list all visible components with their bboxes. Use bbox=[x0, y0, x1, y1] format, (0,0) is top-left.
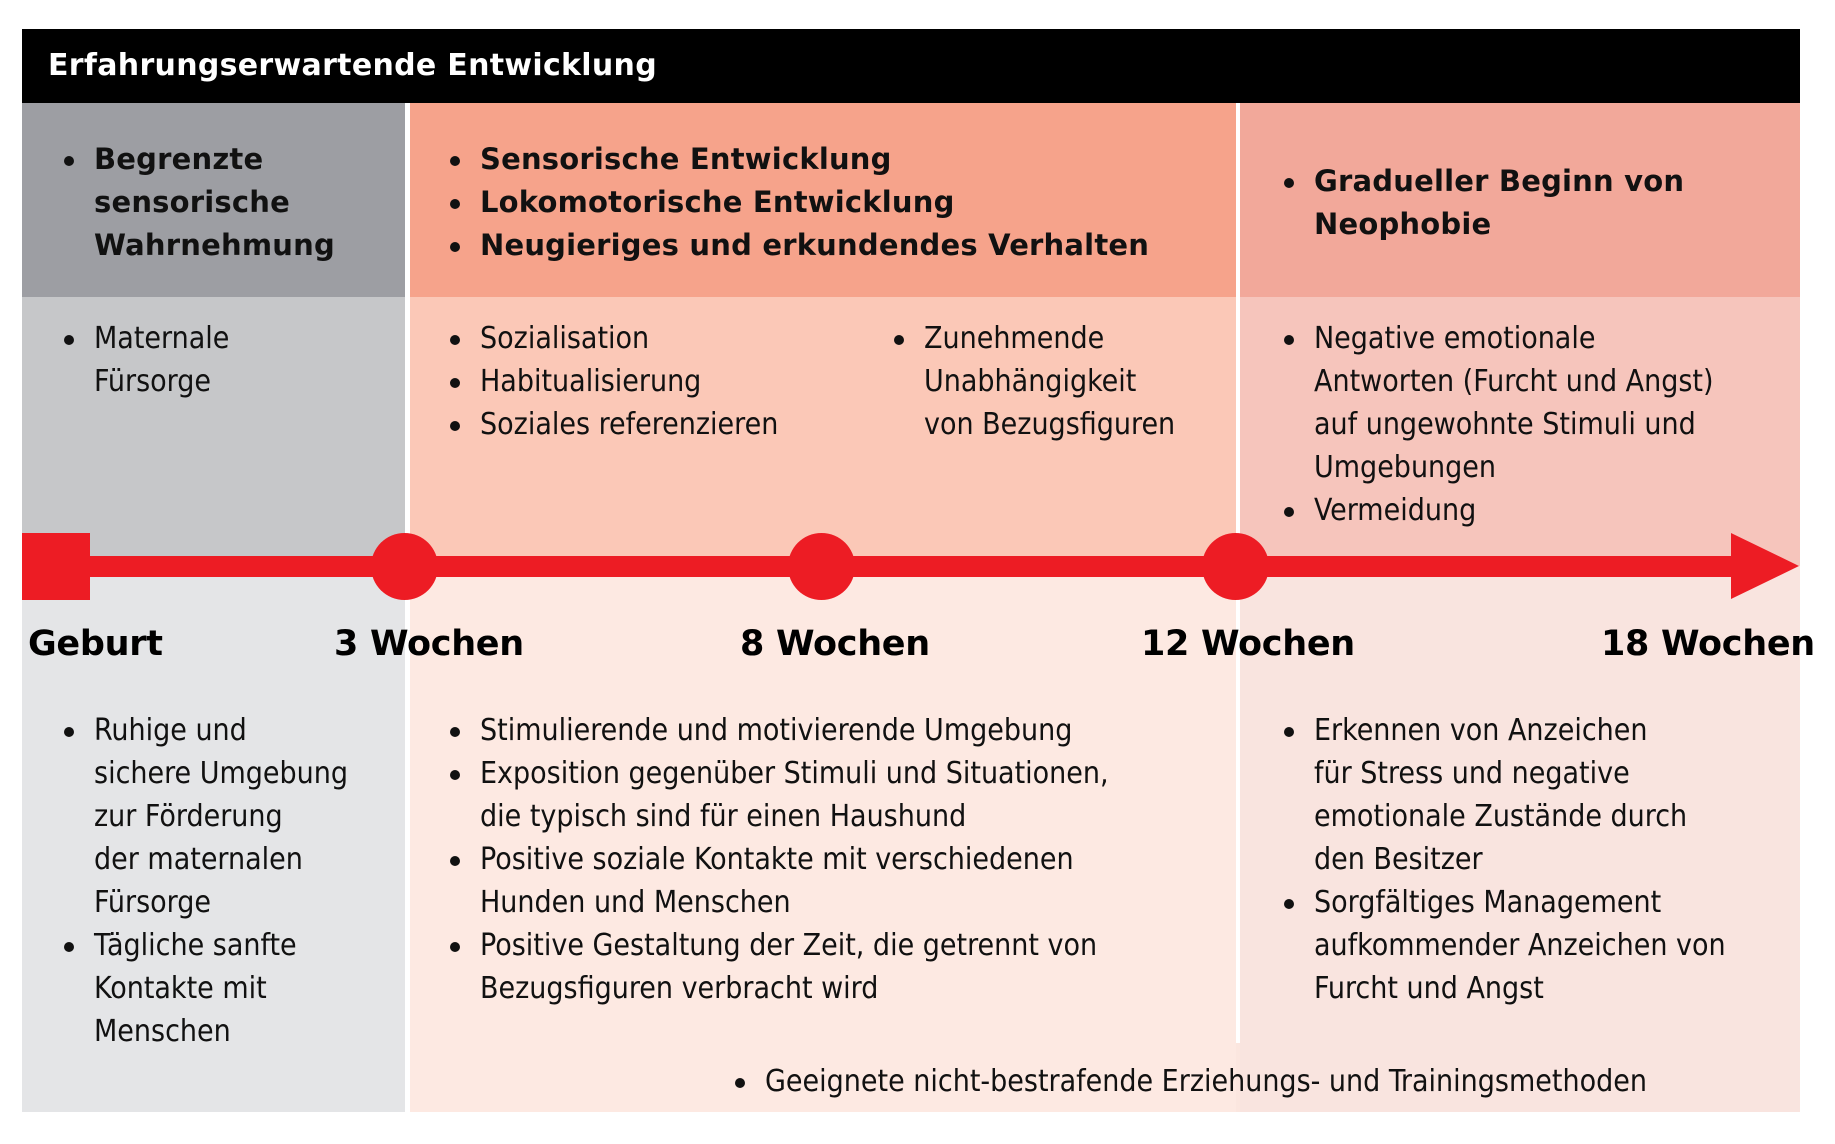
phase1-recommendation-list bbox=[60, 709, 348, 1053]
line: Kontakte mit bbox=[94, 971, 267, 1006]
phase3-recommendation-list bbox=[1280, 709, 1726, 1010]
week3-circle-marker-icon bbox=[371, 533, 438, 600]
line: Unabhängigkeit bbox=[924, 364, 1137, 399]
line: Sorgfältiges Management bbox=[1314, 885, 1662, 920]
list-item bbox=[60, 709, 348, 924]
birth-square-marker-icon bbox=[22, 533, 90, 600]
line: für Stress und negative bbox=[1314, 756, 1630, 791]
line: den Besitzer bbox=[1314, 842, 1483, 877]
line: Bezugsfiguren verbracht wird bbox=[480, 971, 879, 1006]
week8-circle-marker-icon bbox=[788, 533, 855, 600]
milestone-label-8-weeks: 8 Wochen bbox=[740, 624, 930, 664]
line: die typisch sind für einen Haushund bbox=[480, 799, 967, 834]
milestone-label-12-weeks: 12 Wochen bbox=[1141, 624, 1355, 664]
line: Zunehmende bbox=[924, 321, 1105, 356]
phase2-development-list-right bbox=[890, 317, 1175, 446]
line: emotionale Zustände durch bbox=[1314, 799, 1688, 834]
line: Maternale bbox=[94, 321, 230, 356]
list-item bbox=[446, 838, 1109, 924]
line: Fürsorge bbox=[94, 364, 211, 399]
list-item bbox=[446, 752, 1109, 838]
phase2-development-list-left bbox=[446, 317, 778, 446]
list-item: Sozialisation bbox=[446, 317, 778, 360]
list-item bbox=[446, 924, 1109, 1010]
list-item: Soziales referenzieren bbox=[446, 403, 778, 446]
line: sensorische bbox=[94, 185, 290, 219]
list-item bbox=[60, 924, 348, 1053]
list-item bbox=[60, 317, 229, 403]
line: Menschen bbox=[94, 1014, 231, 1049]
line: Wahrnehmung bbox=[94, 228, 335, 262]
line: aufkommender Anzeichen von bbox=[1314, 928, 1726, 963]
phase1-headline-list bbox=[60, 138, 335, 267]
phase3-development-list bbox=[1280, 317, 1714, 532]
list-item: Geeignete nicht-bestrafende Erziehungs- und Trainingsmethoden bbox=[731, 1060, 1647, 1103]
line: Negative emotionale bbox=[1314, 321, 1596, 356]
milestone-label-18-weeks: 18 Wochen bbox=[1601, 624, 1815, 664]
line: Exposition gegenüber Stimuli und Situationen, bbox=[480, 756, 1109, 791]
line: sichere Umgebung bbox=[94, 756, 349, 791]
list-item bbox=[1280, 160, 1684, 246]
phase1-development-list bbox=[60, 317, 229, 403]
list-item bbox=[890, 317, 1175, 446]
list-item bbox=[1280, 881, 1726, 1010]
shared-recommendation-list bbox=[731, 1060, 1647, 1103]
timeline-arrowhead-icon bbox=[1731, 533, 1799, 599]
phase2-recommendation-list bbox=[446, 709, 1109, 1010]
list-item: Lokomotorische Entwicklung bbox=[446, 181, 1149, 224]
timeline-axis bbox=[55, 556, 1745, 577]
line: Neophobie bbox=[1314, 207, 1492, 241]
list-item bbox=[60, 138, 335, 267]
line: Positive Gestaltung der Zeit, die getrennt von bbox=[480, 928, 1098, 963]
list-item: Sensorische Entwicklung bbox=[446, 138, 1149, 181]
line: Antworten (Furcht und Angst) bbox=[1314, 364, 1714, 399]
line: Hunden und Menschen bbox=[480, 885, 791, 920]
list-item: Stimulierende und motivierende Umgebung bbox=[446, 709, 1109, 752]
diagram-title: Erfahrungserwartende Entwicklung bbox=[48, 48, 657, 83]
phase2-headline-list bbox=[446, 138, 1149, 267]
line: Tägliche sanfte bbox=[94, 928, 297, 963]
line: Positive soziale Kontakte mit verschiedenen bbox=[480, 842, 1074, 877]
line: von Bezugsfiguren bbox=[924, 407, 1176, 442]
line: Fürsorge bbox=[94, 885, 211, 920]
line: Umgebungen bbox=[1314, 450, 1497, 485]
line: Ruhige und bbox=[94, 713, 247, 748]
list-item: Habitualisierung bbox=[446, 360, 778, 403]
milestone-label-birth: Geburt bbox=[28, 624, 163, 664]
week12-circle-marker-icon bbox=[1202, 533, 1269, 600]
line: Gradueller Beginn von bbox=[1314, 164, 1685, 198]
list-item bbox=[1280, 709, 1726, 881]
line: zur Förderung bbox=[94, 799, 283, 834]
list-item: Vermeidung bbox=[1280, 489, 1714, 532]
line: auf ungewohnte Stimuli und bbox=[1314, 407, 1696, 442]
line: Begrenzte bbox=[94, 142, 264, 176]
line: Furcht und Angst bbox=[1314, 971, 1544, 1006]
list-item: Neugieriges und erkundendes Verhalten bbox=[446, 224, 1149, 267]
milestone-label-3-weeks: 3 Wochen bbox=[334, 624, 524, 664]
line: Erkennen von Anzeichen bbox=[1314, 713, 1648, 748]
list-item bbox=[1280, 317, 1714, 489]
line: der maternalen bbox=[94, 842, 303, 877]
phase3-headline-list bbox=[1280, 160, 1684, 246]
